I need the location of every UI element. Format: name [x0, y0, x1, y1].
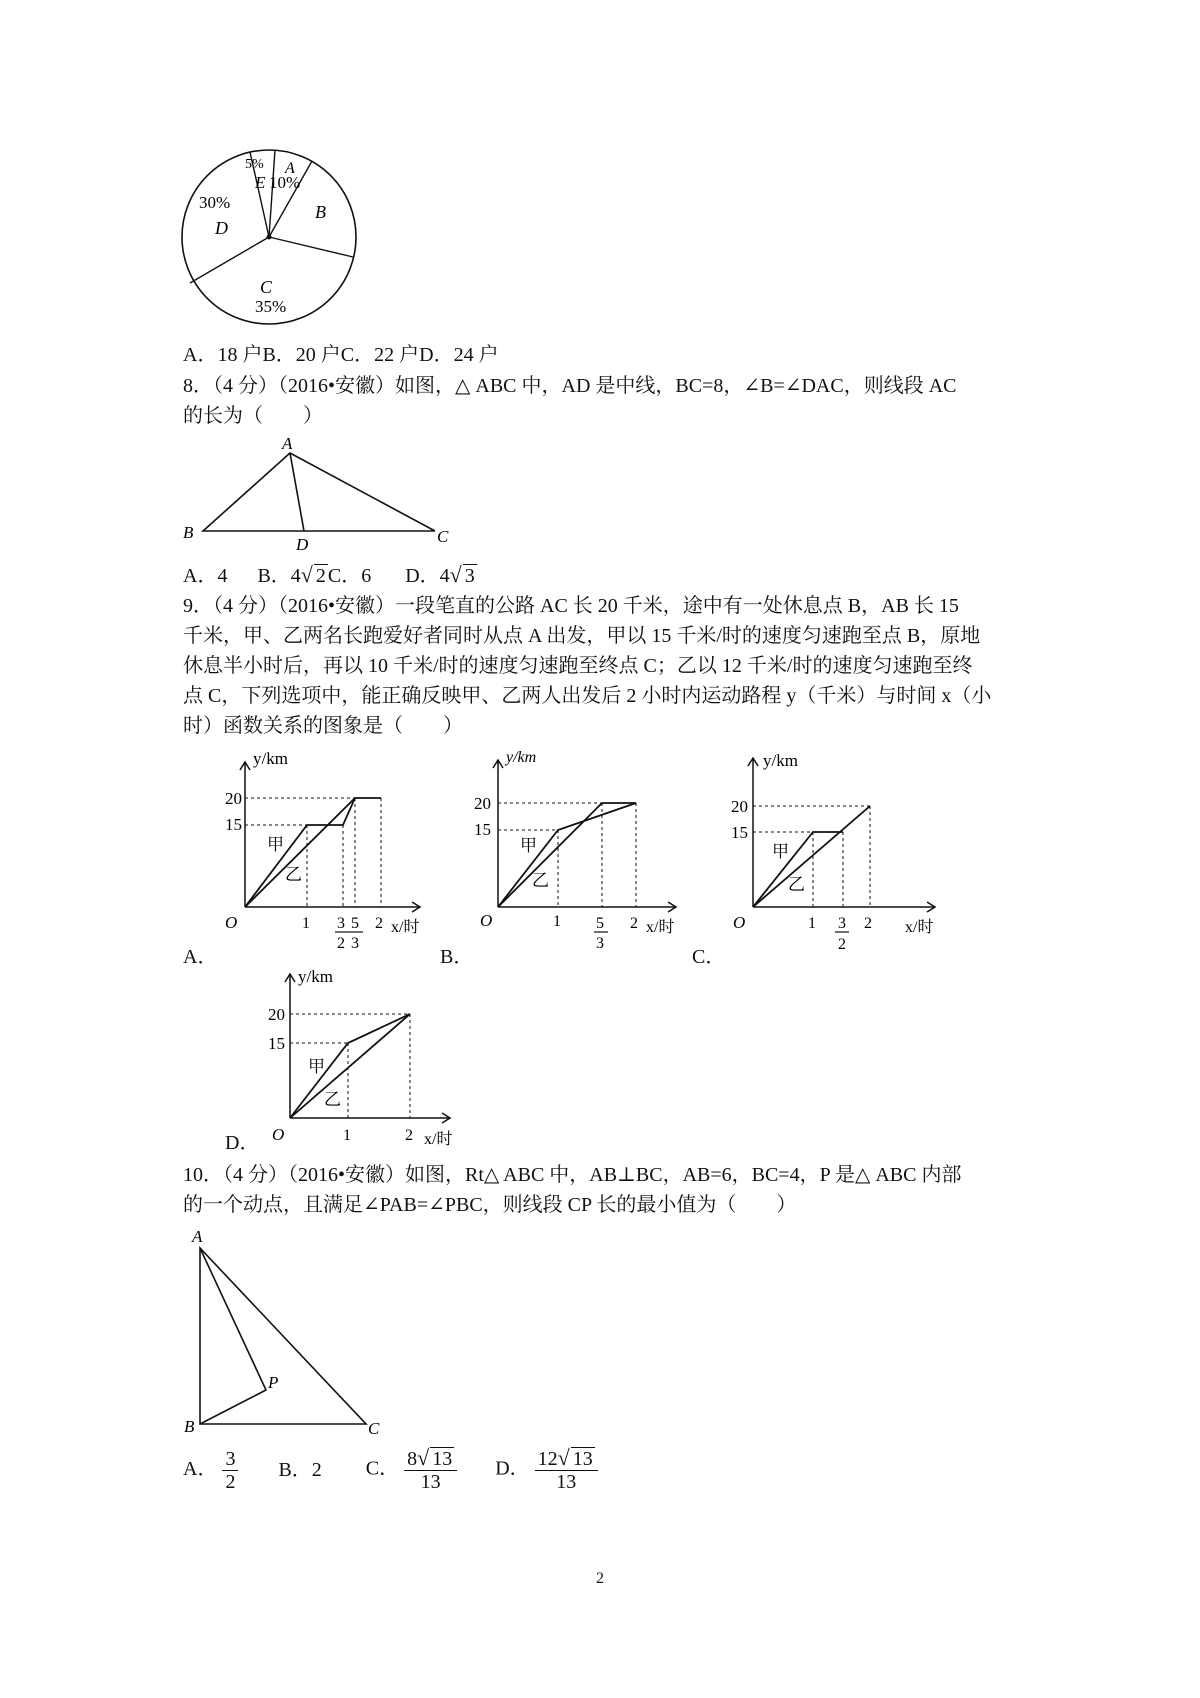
vertex-b-label: B	[184, 1417, 195, 1436]
triangle-abc	[200, 1248, 366, 1424]
x-tick-1: 1	[302, 915, 310, 932]
q9-graph-a	[215, 742, 430, 972]
x-tick-1: 1	[343, 1127, 351, 1144]
vertex-c-label: C	[368, 1419, 380, 1438]
q9-option-b-letter: B．	[440, 946, 474, 968]
fraction-3-2: $\frac{3}{2}$	[222, 1448, 238, 1493]
x-tick-53-den: 3	[596, 935, 604, 952]
x-axis-label: x/时	[424, 1131, 453, 1148]
vertex-a-label: A	[192, 1227, 203, 1246]
q9-stem-line1: 9．（4 分）（2016•安徽）一段笔直的公路 AC 长 20 千米，途中有一处休息点 B，AB 长 15	[183, 595, 959, 617]
line-yi	[245, 798, 355, 907]
line-yi	[753, 806, 870, 907]
pie-label-d-pct: 30%	[199, 193, 231, 212]
label-yi: 乙	[788, 875, 805, 894]
line-jia	[245, 798, 381, 907]
vertex-c-label: C	[437, 527, 449, 546]
label-jia: 甲	[267, 835, 284, 854]
q10-stem-line2: 的一个动点，且满足∠PAB=∠PBC，则线段 CP 长的最小值为（ ）	[183, 1194, 797, 1216]
x-tick-2: 2	[864, 915, 872, 932]
segments-ap-bp	[200, 1248, 266, 1424]
x-tick-2: 2	[630, 915, 638, 932]
line-jia	[498, 803, 636, 907]
page-number: 2	[596, 1570, 604, 1587]
q10-option-c: C． $\frac{8√ 13}{13}$	[366, 1447, 457, 1493]
pie-label-e-pct: 5%	[245, 157, 264, 172]
q9-stem-line4: 点 C，下列选项中，能正确反映甲、乙两人出发后 2 小时内运动路程 y（千米）与时间 x（小	[183, 685, 992, 707]
median-ad	[290, 453, 304, 531]
origin-label: O	[480, 911, 493, 930]
q10-options	[183, 1447, 598, 1493]
q10-option-b: B．2	[278, 1459, 322, 1481]
q10-option-a: A． $\frac{3}{2}$	[183, 1448, 238, 1493]
origin-label: O	[272, 1125, 285, 1144]
triangle-abc	[203, 453, 435, 531]
pie-label-c-pct: 35%	[255, 297, 287, 316]
x-tick-32-den: 2	[337, 935, 345, 952]
q8-option-d-radicand: 3	[464, 565, 475, 587]
pie-label-a: A	[285, 160, 295, 177]
line-yi	[498, 803, 602, 907]
q8-triangle-figure	[180, 436, 460, 552]
q9-option-a-letter: A．	[183, 946, 218, 968]
q9-graph-b	[476, 742, 691, 972]
label-yi: 乙	[285, 865, 302, 884]
vertex-a-label: A	[282, 434, 293, 453]
fraction-8sqrt13-13: $\frac{8√ 13}{13}$	[404, 1447, 457, 1493]
pie-label-d: D	[215, 218, 228, 238]
y-tick-15: 15	[731, 823, 748, 842]
q8-option-a: A．4	[183, 565, 228, 587]
q10-triangle-figure	[180, 1226, 390, 1436]
pie-label-e: E	[255, 173, 266, 192]
y-tick-20: 20	[474, 794, 491, 813]
q10-stem-line1: 10．（4 分）（2016•安徽）如图，Rt△ ABC 中，AB⊥BC，AB=6，BC=4，P 是△ ABC 内部	[183, 1164, 962, 1186]
q9-graph-c	[725, 742, 950, 972]
x-tick-53-den: 3	[351, 935, 359, 952]
q8-stem-line2: 的长为（ ）	[183, 405, 323, 427]
label-jia: 甲	[308, 1057, 325, 1076]
y-tick-15: 15	[225, 815, 242, 834]
pie-label-b: B	[315, 202, 326, 222]
pie-label-a-pct: 10%	[269, 173, 301, 192]
y-tick-15: 15	[474, 820, 491, 839]
pie-divider-b-c	[269, 237, 353, 257]
x-tick-53-num: 5	[351, 915, 359, 932]
x-tick-32-den: 2	[838, 936, 846, 953]
q9-stem-line5: 时）函数关系的图象是（ ）	[183, 715, 463, 737]
y-tick-20: 20	[225, 789, 242, 808]
pie-center	[267, 235, 272, 240]
label-jia: 甲	[772, 842, 789, 861]
x-axis-label: x/时	[905, 919, 934, 936]
label-yi: 乙	[324, 1090, 341, 1109]
y-axis-label: y/km	[253, 749, 288, 768]
x-tick-1: 1	[808, 915, 816, 932]
q7-options: A．18 户B．20 户C．22 户D．24 户	[183, 344, 499, 366]
q9-graph-d	[260, 960, 475, 1160]
x-tick-1: 1	[553, 913, 561, 930]
pie-divider-c-d	[190, 237, 269, 283]
x-tick-53-num: 5	[596, 915, 604, 932]
q9-stem-line3: 休息半小时后，再以 10 千米/时的速度匀速跑至终点 C；乙以 12 千米/时的速度匀速跑至终	[183, 655, 973, 677]
q7-pie-chart	[175, 148, 375, 328]
y-tick-20: 20	[268, 1005, 285, 1024]
origin-label: O	[733, 913, 746, 932]
x-tick-2: 2	[375, 915, 383, 932]
x-tick-2: 2	[405, 1127, 413, 1144]
label-jia: 甲	[520, 836, 537, 855]
q8-stem-line1: 8．（4 分）（2016•安徽）如图，△ ABC 中，AD 是中线，BC=8，∠B=∠DAC，则线段 AC	[183, 375, 957, 397]
origin-label: O	[225, 913, 238, 932]
point-d-label: D	[296, 535, 309, 554]
q8-option-b-radicand: 2	[315, 565, 326, 587]
y-axis-label: y/km	[506, 749, 537, 766]
x-tick-32-num: 3	[838, 915, 846, 932]
pie-divider-e-a	[269, 150, 275, 237]
label-yi: 乙	[532, 871, 549, 890]
point-p-label: P	[268, 1373, 279, 1392]
q8-options	[183, 560, 477, 591]
y-axis-label: y/km	[763, 751, 798, 770]
fraction-12sqrt13-13: $\frac{12√ 13}{13}$	[535, 1447, 598, 1493]
q10-option-d: D． $\frac{12√ 13}{13}$	[495, 1447, 598, 1493]
y-tick-20: 20	[731, 797, 748, 816]
q8-option-c: C．6	[327, 565, 372, 587]
x-tick-32-num: 3	[337, 915, 345, 932]
q8-option-b: B．4√ 2	[257, 562, 326, 587]
y-axis-label: y/km	[298, 967, 333, 986]
q8-option-d: D．4√ 3	[405, 562, 475, 587]
x-axis-label: x/时	[646, 919, 675, 936]
pie-label-c: C	[260, 277, 273, 297]
y-tick-15: 15	[268, 1034, 285, 1053]
q9-option-d-letter: D．	[225, 1132, 260, 1154]
q9-option-c-letter: C．	[692, 946, 726, 968]
q9-stem-line2: 千米，甲、乙两名长跑爱好者同时从点 A 出发，甲以 15 千米/时的速度匀速跑至点 B，原地	[183, 625, 981, 647]
vertex-b-label: B	[183, 523, 194, 542]
x-axis-label: x/时	[391, 919, 420, 936]
